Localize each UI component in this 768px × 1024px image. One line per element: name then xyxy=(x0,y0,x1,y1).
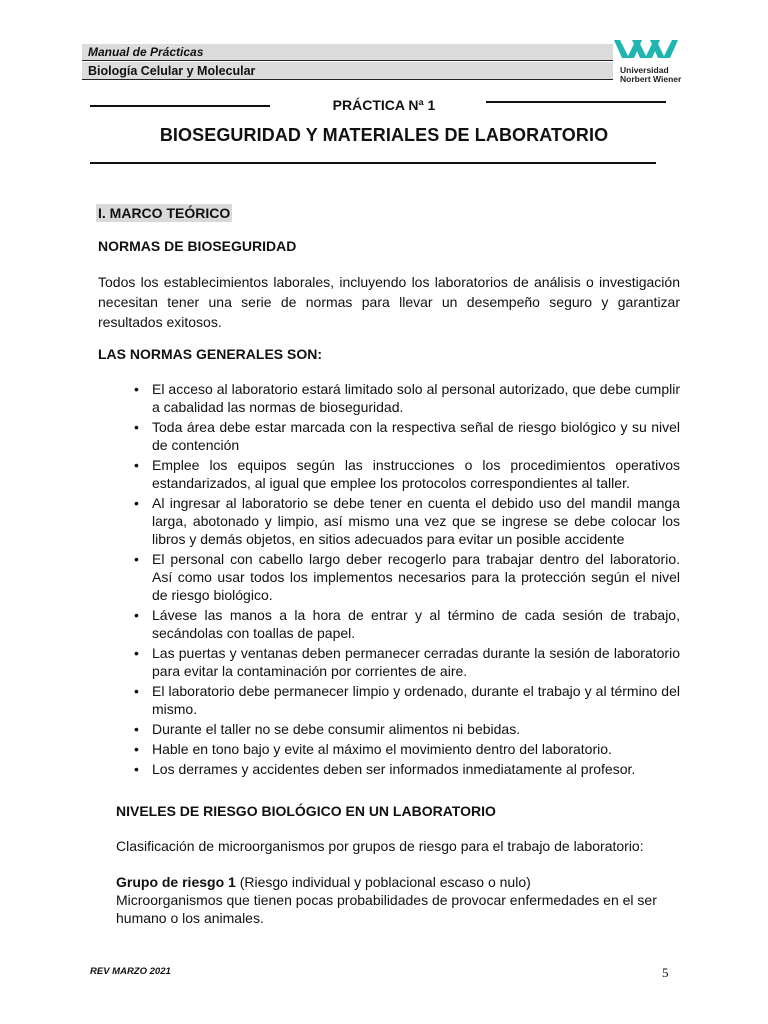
list-item: • Los derrames y accidentes deben ser informados inmediatamente al profesor. xyxy=(134,761,636,777)
general-rules-heading: LAS NORMAS GENERALES SON: xyxy=(98,346,323,362)
group1-paren: (Riesgo individual y poblacional escaso o nulo) xyxy=(235,874,531,890)
list-item: • Al ingresar al laboratorio se debe tener en cuenta el debido uso del mandil manga larga, abotonado y limpio, así mismo una vez que se ingrese se debe colocar los libros y demás objetos, en sitios adecuados para evitar un posible accidente xyxy=(134,495,680,547)
risk-intro-paragraph: Clasificación de microorganismos por grupos de riesgo para el trabajo de laboratorio: xyxy=(116,838,644,854)
list-item: • Emplee los equipos según las instrucciones o los procedimientos operativos estandarizados, al igual que emplee los protocolos correspondientes al taller. xyxy=(134,457,680,491)
section-heading: I. MARCO TEÓRICO xyxy=(98,205,231,221)
practice-number: PRÁCTICA Nª 1 xyxy=(332,97,436,113)
group1-paragraph xyxy=(116,873,680,927)
group1-label: Grupo de riesgo 1 xyxy=(116,874,236,890)
list-item: • Lávese las manos a la hora de entrar y al término de cada sesión de trabajo, secándolas con toallas de papel. xyxy=(134,607,680,641)
list-item: • El laboratorio debe permanecer limpio y ordenado, durante el trabajo y al término del mismo. xyxy=(134,683,680,717)
manual-title: Manual de Prácticas xyxy=(82,44,613,61)
biosafety-heading: NORMAS DE BIOSEGURIDAD xyxy=(98,238,297,254)
list-item: • Durante el taller no se debe consumir alimentos ni bebidas. xyxy=(134,721,521,737)
logo-text: Universidad Norbert Wiener xyxy=(620,65,682,84)
page-number: 5 xyxy=(662,965,669,980)
list-item: • El personal con cabello largo deber recogerlo para trabajar dentro del laboratorio. Así como usar todos los implementos necesarios para la protección según el nivel de riesgo biológico. xyxy=(134,551,680,603)
list-item: • Hable en tono bajo y evite al máximo el movimiento dentro del laboratorio. xyxy=(134,741,612,757)
risk-levels-heading: NIVELES DE RIESGO BIOLÓGICO EN UN LABORATORIO xyxy=(116,803,496,819)
group1-description: Microorganismos que tienen pocas probabilidades de provocar enfermedades en el ser humano o los animales. xyxy=(116,892,657,926)
intro-paragraph: Todos los establecimientos laborales, incluyendo los laboratorios de análisis o investigación necesitan tener una serie de normas para llevar un desempeño seguro y garantizar resultados exitosos. xyxy=(98,274,680,330)
title-underline xyxy=(90,162,656,164)
page-title: BIOSEGURIDAD Y MATERIALES DE LABORATORIO xyxy=(159,125,609,145)
course-title: Biología Celular y Molecular xyxy=(82,62,613,80)
list-item: • El acceso al laboratorio estará limitado solo al personal autorizado, que debe cumplir a cabalidad las normas de bioseguridad. xyxy=(134,381,680,415)
rules-list xyxy=(132,380,680,780)
header-table xyxy=(82,44,613,80)
footer-revision: REV MARZO 2021 xyxy=(90,966,171,977)
list-item: • Las puertas y ventanas deben permanecer cerradas durante la sesión de laboratorio para evitar la contaminación por corrientes de aire. xyxy=(134,645,680,679)
list-item: • Toda área debe estar marcada con la respectiva señal de riesgo biológico y su nivel de contención xyxy=(134,419,680,453)
